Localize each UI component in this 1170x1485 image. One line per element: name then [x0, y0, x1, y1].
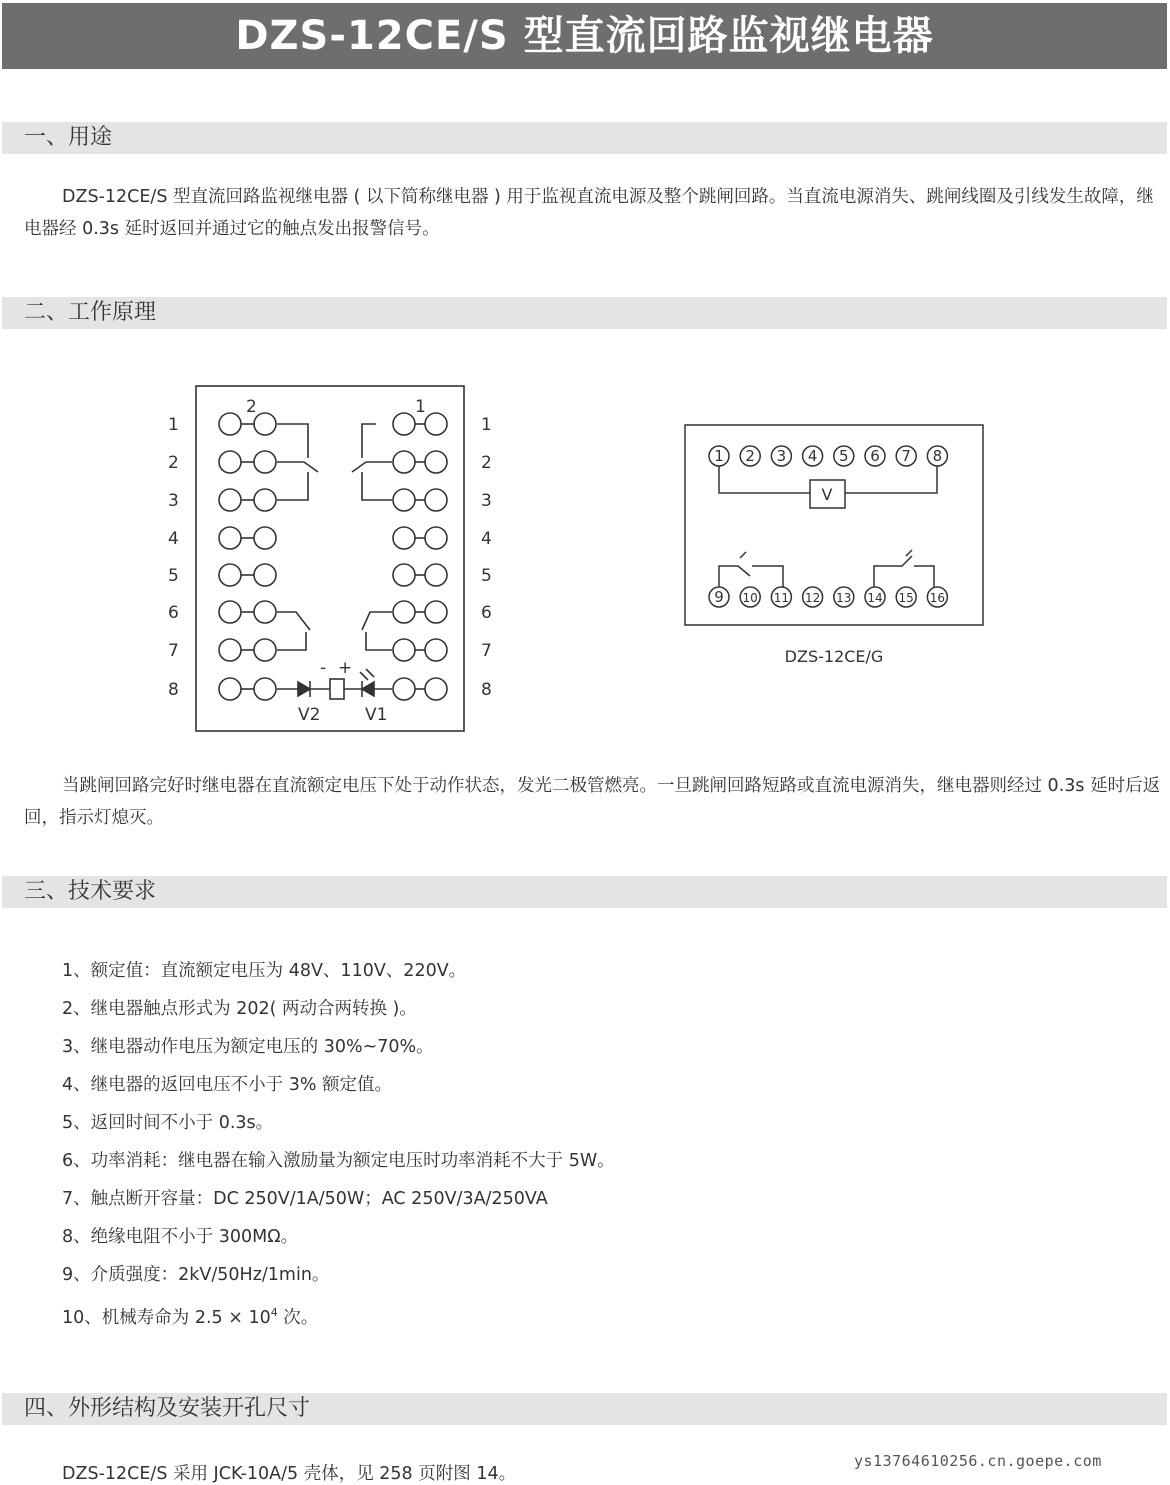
- terminal-circle: [393, 601, 415, 623]
- terminal-number: 16: [929, 591, 946, 605]
- row-number-right: 5: [481, 566, 492, 586]
- row-number-left: 7: [168, 641, 179, 661]
- section-heading-requirements: 三、技术要求: [2, 876, 1167, 908]
- contact-mark: [906, 550, 912, 556]
- bottom-contact-left: [719, 566, 750, 587]
- requirement-item: 4、继电器的返回电压不小于 3% 额定值。: [62, 1075, 393, 1095]
- terminal-number: 2: [745, 447, 755, 465]
- terminal-number: 5: [839, 447, 849, 465]
- terminal-circle: [393, 413, 415, 435]
- structure-paragraph: DZS-12CE/S 采用 JCK-10A/5 壳体，见 258 页附图 14。: [62, 1464, 517, 1484]
- terminal-circle: [219, 601, 241, 623]
- left-contact-wire: [277, 472, 308, 500]
- requirement-item-10: [62, 1294, 1062, 1337]
- right-contact-wire: [362, 472, 392, 500]
- left-terminal-rows: [219, 413, 447, 700]
- terminal-circle: [393, 639, 415, 661]
- terminal-circle: [425, 678, 447, 700]
- terminal-number: 7: [901, 447, 911, 465]
- right-diagram-caption: DZS-12CE/G: [784, 647, 884, 666]
- row-number-left: 3: [168, 491, 179, 511]
- terminal-circle: [425, 489, 447, 511]
- meter-wire-right: [845, 466, 937, 493]
- left-diagram-labels: [246, 397, 426, 725]
- terminal-circle: [254, 639, 276, 661]
- terminal-circle: [425, 527, 447, 549]
- right-contact-no-wire: [366, 632, 392, 650]
- bottom-contact-right-wire: [914, 566, 934, 587]
- terminal-circle: [254, 527, 276, 549]
- req10-prefix: 10、机械寿命为 2.5 × 10: [62, 1307, 271, 1328]
- requirements-list: [62, 952, 1062, 1337]
- terminal-number: 13: [836, 591, 852, 605]
- requirement-item: 8、绝缘电阻不小于 300MΩ。: [62, 1227, 299, 1247]
- terminal-number: 10: [742, 591, 758, 605]
- bottom-terminals: [709, 587, 947, 607]
- watermark-url: ys13764610256.cn.goepe.com: [854, 1452, 1102, 1470]
- row-number-left: 2: [168, 453, 179, 473]
- row-number-left: 5: [168, 566, 179, 586]
- left-contact-no-wire: [277, 632, 306, 650]
- terminal-circle: [254, 564, 276, 586]
- terminal-number: 6: [870, 447, 880, 465]
- requirement-item: 3、继电器动作电压为额定电压的 30%~70%。: [62, 1037, 434, 1057]
- terminal-circle: [254, 413, 276, 435]
- row-number-right: 4: [481, 529, 492, 549]
- section-heading-structure: 四、外形结构及安装开孔尺寸: [2, 1393, 1167, 1425]
- plus-label: +: [338, 658, 353, 678]
- terminal-diagram-right: [685, 425, 983, 625]
- left-contact-blade: [277, 462, 318, 472]
- led-light-arrow: [366, 669, 374, 677]
- page-title: DZS-12CE/S 型直流回路监视继电器: [2, 3, 1167, 69]
- v2-label: V2: [298, 705, 321, 725]
- terminal-circle: [219, 489, 241, 511]
- terminal-number: 4: [807, 447, 818, 465]
- bottom-contact-right: [874, 556, 912, 587]
- req10-exponent: 4: [270, 1306, 278, 1319]
- terminal-diagram-left: [196, 386, 464, 731]
- led-light-arrow: [360, 672, 368, 680]
- led-v1: [362, 682, 374, 696]
- row-number-left: 6: [168, 603, 179, 623]
- row-number-right: 1: [481, 415, 492, 435]
- diode-v2: [298, 682, 310, 696]
- terminal-circle: [219, 639, 241, 661]
- left-contact-wire: [277, 424, 308, 458]
- terminal-circle: [425, 451, 447, 473]
- section-heading-principle: 二、工作原理: [2, 297, 1167, 329]
- terminal-circle: [254, 678, 276, 700]
- right-contact-blade: [352, 462, 392, 472]
- requirement-item: 1、额定值：直流额定电压为 48V、110V、220V。: [62, 961, 467, 981]
- bottom-contact-left-wire: [752, 566, 783, 587]
- terminal-circle: [425, 564, 447, 586]
- row-number-right: 2: [481, 453, 492, 473]
- row-number-right: 8: [481, 680, 492, 700]
- terminal-circle: [219, 678, 241, 700]
- row-number-right: 6: [481, 603, 492, 623]
- right-contact-no: [362, 612, 392, 630]
- terminal-circle: [425, 413, 447, 435]
- group-label-1: 1: [415, 397, 426, 417]
- terminal-circle: [425, 639, 447, 661]
- requirement-item: 9、介质强度：2kV/50Hz/1min。: [62, 1265, 330, 1285]
- terminal-circle: [219, 527, 241, 549]
- relay-coil: [330, 679, 344, 699]
- terminal-circle: [393, 678, 415, 700]
- terminal-circle: [254, 601, 276, 623]
- terminal-circle: [254, 451, 276, 473]
- meter-label: V: [821, 485, 833, 504]
- terminal-circle: [219, 451, 241, 473]
- terminal-number: 9: [714, 588, 724, 606]
- right-contact-wire: [362, 424, 376, 458]
- row-number-left: 1: [168, 415, 179, 435]
- terminal-circle: [393, 564, 415, 586]
- req10-suffix: 次。: [277, 1307, 319, 1328]
- terminal-circle: [425, 601, 447, 623]
- terminal-number: 12: [804, 591, 821, 605]
- usage-paragraph: DZS-12CE/S 型直流回路监视继电器 ( 以下简称继电器 ) 用于监视直流电源及整个跳闸回路。当直流电源消失、跳闸线圈及引线发生故障，继电器经 0.3s 延时返回并通过它的触点发出报警信号。: [24, 187, 1154, 239]
- v1-label: V1: [365, 705, 388, 725]
- left-contact-no: [277, 612, 310, 630]
- terminal-circle: [393, 489, 415, 511]
- row-number-right: 7: [481, 641, 492, 661]
- terminal-circle: [219, 564, 241, 586]
- group-label-2: 2: [246, 397, 257, 417]
- requirement-item: 6、功率消耗：继电器在输入激励量为额定电压时功率消耗不大于 5W。: [62, 1151, 615, 1171]
- requirement-item: 5、返回时间不小于 0.3s。: [62, 1113, 274, 1133]
- row-number-left: 4: [168, 529, 179, 549]
- terminal-number: 3: [776, 447, 787, 465]
- requirement-item: 7、触点断开容量：DC 250V/1A/50W；AC 250V/3A/250VA: [62, 1189, 548, 1209]
- contact-mark: [740, 552, 746, 558]
- top-terminals: [709, 446, 947, 466]
- terminal-number: 8: [932, 447, 943, 465]
- meter-wire-left: [719, 466, 810, 493]
- terminal-number: 14: [867, 591, 883, 605]
- terminal-circle: [219, 413, 241, 435]
- terminal-number: 1: [714, 447, 724, 465]
- row-number-left: 8: [168, 680, 179, 700]
- principle-paragraph: 当跳闸回路完好时继电器在直流额定电压下处于动作状态，发光二极管燃亮。一旦跳闸回路短路或直流电源消失，继电器则经过 0.3s 延时后返回，指示灯熄灭。: [24, 776, 1161, 828]
- terminal-number: 11: [773, 591, 790, 605]
- minus-label: -: [320, 658, 327, 678]
- terminal-number: 15: [898, 591, 914, 605]
- row-number-right: 3: [481, 491, 492, 511]
- terminal-circle: [393, 527, 415, 549]
- terminal-circle: [393, 451, 415, 473]
- section-heading-usage: 一、用途: [2, 122, 1167, 154]
- terminal-circle: [254, 489, 276, 511]
- requirement-item: 2、继电器触点形式为 202( 两动合两转换 )。: [62, 999, 417, 1019]
